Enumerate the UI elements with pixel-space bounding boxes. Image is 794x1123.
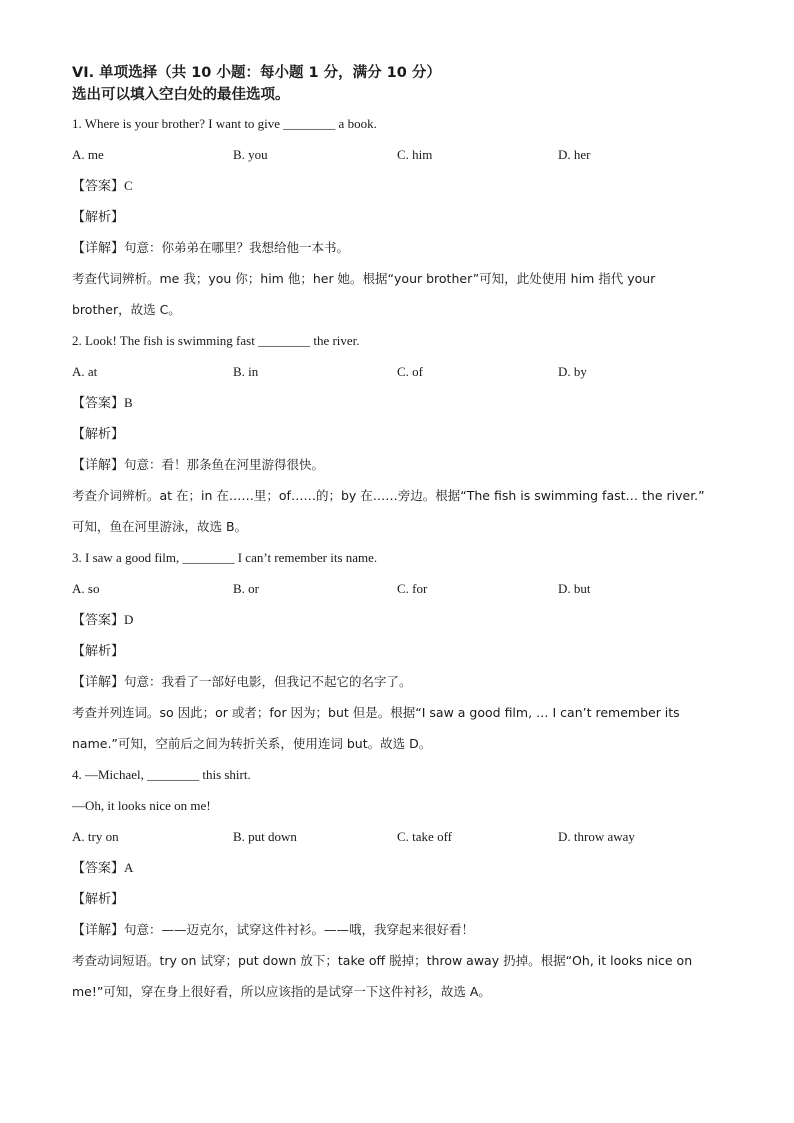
answer-label: 【答案】 [72, 396, 125, 411]
option-b: B. you [233, 147, 268, 162]
option-c: C. for [397, 581, 428, 596]
answer-label: 【答案】 [72, 861, 125, 876]
question-3 [72, 542, 732, 759]
analysis-line [72, 883, 732, 914]
detail-line [72, 232, 732, 263]
answer-line [72, 604, 732, 635]
detail-label: 【详解】 [72, 458, 125, 473]
answer-value: D [124, 612, 134, 627]
section-instruction: 选出可以填入空白处的最佳选项。 [72, 87, 290, 103]
question-stem: 3. I saw a good film, ________ I can’t remember its name. [72, 550, 378, 565]
detail-text: 句意：——迈克尔，试穿这件衬衫。——哦，我穿起来很好看！ [124, 922, 475, 937]
question-stem: 1. Where is your brother? I want to give ________ a book. [72, 116, 377, 131]
explanation-line: me!”可知，穿在身上很好看，所以应该指的是试穿一下这件衬衫，故选 A。 [72, 984, 491, 999]
detail-line [72, 914, 732, 945]
option-b: B. in [233, 364, 259, 379]
option-a: A. try on [72, 829, 119, 844]
option-a: A. so [72, 581, 100, 596]
answer-label: 【答案】 [72, 179, 125, 194]
analysis-line [72, 635, 732, 666]
detail-line [72, 666, 732, 697]
detail-label: 【详解】 [72, 241, 125, 256]
analysis-label: 【解析】 [72, 210, 125, 225]
options-row [72, 821, 732, 852]
detail-text: 句意：看！那条鱼在河里游得很快。 [124, 457, 325, 472]
answer-line [72, 387, 732, 418]
detail-text: 句意：我看了一部好电影，但我记不起它的名字了。 [124, 674, 412, 689]
option-b: B. or [233, 581, 259, 596]
option-c: C. him [397, 147, 433, 162]
answer-value: A [124, 860, 134, 875]
option-b: B. put down [233, 829, 297, 844]
explanation-line: name.”可知，空前后之间为转折关系，使用连词 but。故选 D。 [72, 736, 432, 751]
options-row [72, 356, 732, 387]
question-2 [72, 325, 732, 542]
option-d: D. by [558, 364, 587, 379]
explanation-line: brother，故选 C。 [72, 302, 181, 317]
detail-line [72, 449, 732, 480]
section-title: VI. 单项选择（共 10 小题：每小题 1 分，满分 10 分） [72, 65, 441, 81]
question-stem-reply: —Oh, it looks nice on me! [72, 798, 211, 813]
answer-line [72, 852, 732, 883]
option-c: C. take off [397, 829, 452, 844]
document-page [72, 62, 732, 1007]
detail-label: 【详解】 [72, 675, 125, 690]
explanation-line: 考查动词短语。try on 试穿；put down 放下；take off 脱掉；throw away 扔掉。根据“Oh, it looks nice on [72, 953, 693, 968]
option-d: D. throw away [558, 829, 635, 844]
option-c: C. of [397, 364, 423, 379]
answer-line [72, 170, 732, 201]
answer-value: C [124, 178, 133, 193]
explanation-line: 考查介词辨析。at 在；in 在……里；of……的；by 在……旁边。根据“The fish is swimming fast… the river.” [72, 488, 705, 503]
question-1 [72, 108, 732, 325]
detail-text: 句意：你弟弟在哪里？我想给他一本书。 [124, 240, 350, 255]
analysis-label: 【解析】 [72, 644, 125, 659]
options-row [72, 139, 732, 170]
answer-value: B [124, 395, 133, 410]
option-d: D. but [558, 581, 591, 596]
answer-label: 【答案】 [72, 613, 125, 628]
detail-label: 【详解】 [72, 923, 125, 938]
question-4 [72, 759, 732, 1007]
explanation-line: 可知，鱼在河里游泳，故选 B。 [72, 519, 248, 534]
analysis-label: 【解析】 [72, 892, 125, 907]
option-a: A. me [72, 147, 104, 162]
explanation-line: 考查代词辨析。me 我；you 你；him 他；her 她。根据“your brother”可知，此处使用 him 指代 your [72, 271, 656, 286]
option-d: D. her [558, 147, 591, 162]
explanation-line: 考查并列连词。so 因此；or 或者；for 因为；but 但是。根据“I saw a good film, … I can’t remember its [72, 705, 680, 720]
analysis-line [72, 418, 732, 449]
option-a: A. at [72, 364, 98, 379]
question-stem: 2. Look! The fish is swimming fast ________ the river. [72, 333, 360, 348]
options-row [72, 573, 732, 604]
analysis-label: 【解析】 [72, 427, 125, 442]
analysis-line [72, 201, 732, 232]
question-stem: 4. —Michael, ________ this shirt. [72, 767, 251, 782]
